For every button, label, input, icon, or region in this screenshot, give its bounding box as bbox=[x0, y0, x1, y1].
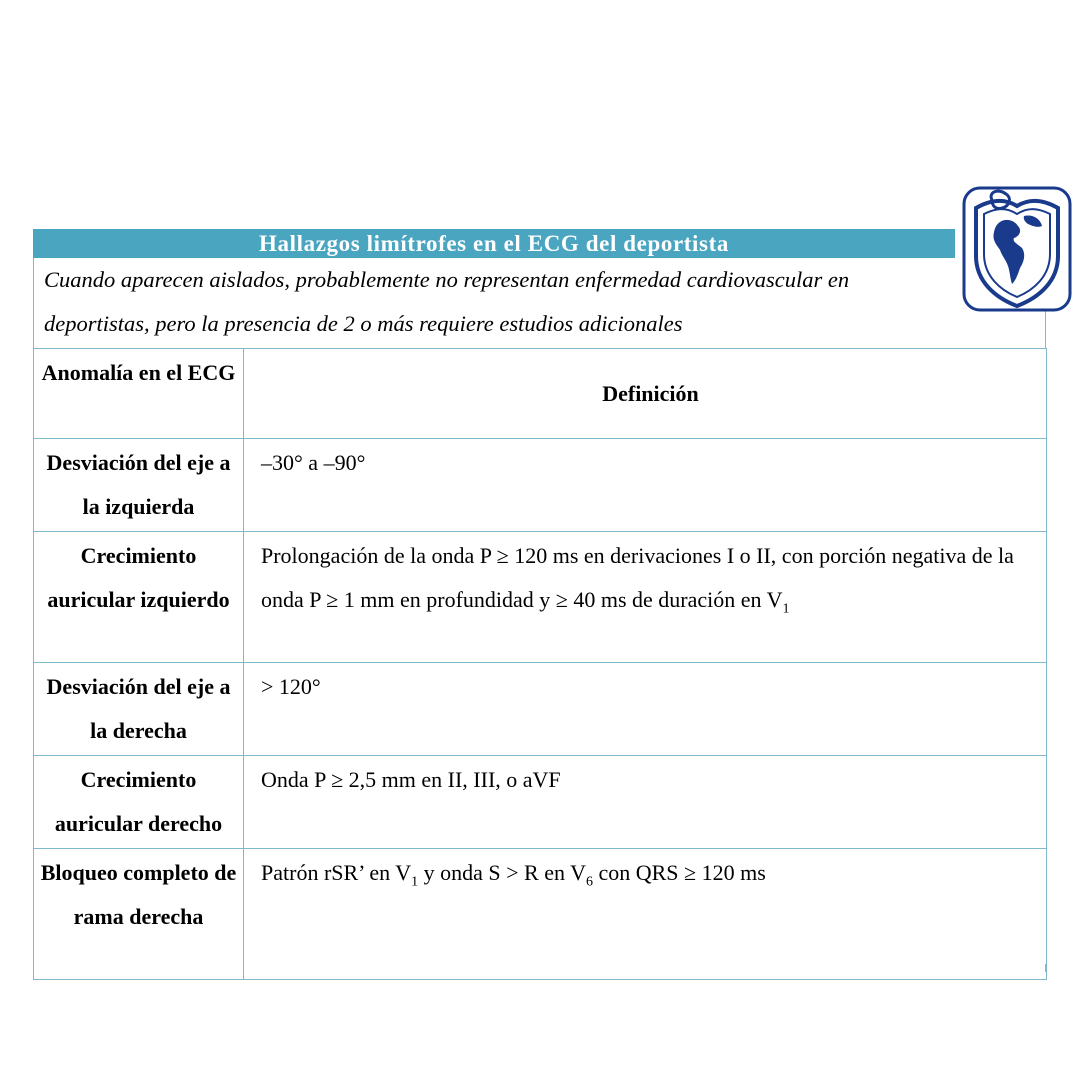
row-anomaly: Desviación del eje a la derecha bbox=[34, 663, 244, 756]
row-anomaly: Crecimiento auricular derecho bbox=[34, 756, 244, 849]
definition-text: Patrón rSR’ en V bbox=[261, 860, 412, 885]
row-definition: Onda P ≥ 2,5 mm en II, III, o aVF bbox=[244, 756, 1047, 849]
header-definition: Definición bbox=[244, 349, 1047, 439]
subscript: 1 bbox=[411, 874, 419, 890]
row-definition: –30° a –90° bbox=[244, 439, 1047, 532]
row-anomaly: Crecimiento auricular izquierdo bbox=[34, 532, 244, 663]
subscript: 1 bbox=[782, 601, 790, 617]
table-row bbox=[34, 532, 1047, 663]
ecg-findings-table bbox=[33, 348, 1047, 980]
row-anomaly: Bloqueo completo de rama derecha bbox=[34, 849, 244, 980]
row-definition: > 120° bbox=[244, 663, 1047, 756]
definition-text: Prolongación de la onda P ≥ 120 ms en derivaciones I o II, con porción negativa de la onda P ≥ 1 mm en profundidad y ≥ 40 ms de duración en V bbox=[261, 543, 1014, 612]
row-definition bbox=[244, 532, 1047, 663]
table-row bbox=[34, 756, 1047, 849]
table-row bbox=[34, 849, 1047, 980]
shield-americas-globe-logo-icon bbox=[962, 186, 1072, 312]
table-row bbox=[34, 663, 1047, 756]
row-definition bbox=[244, 849, 1047, 980]
subscript: 6 bbox=[585, 874, 593, 890]
table-intro: Cuando aparecen aislados, probablemente no representan enfermedad cardiovascular en deportistas, pero la presencia de 2 o más requiere estudios adicionales bbox=[44, 267, 850, 336]
definition-text: con QRS ≥ 120 ms bbox=[592, 860, 766, 885]
table-corner-tick bbox=[1045, 964, 1046, 972]
row-anomaly: Desviación del eje a la izquierda bbox=[34, 439, 244, 532]
header-anomaly: Anomalía en el ECG bbox=[34, 349, 244, 439]
table-header-row bbox=[34, 349, 1047, 439]
table-title: Hallazgos limítrofes en el ECG del deportista bbox=[33, 229, 955, 258]
intro-border-left bbox=[33, 258, 34, 348]
definition-text: y onda S > R en V bbox=[418, 860, 586, 885]
table-row bbox=[34, 439, 1047, 532]
